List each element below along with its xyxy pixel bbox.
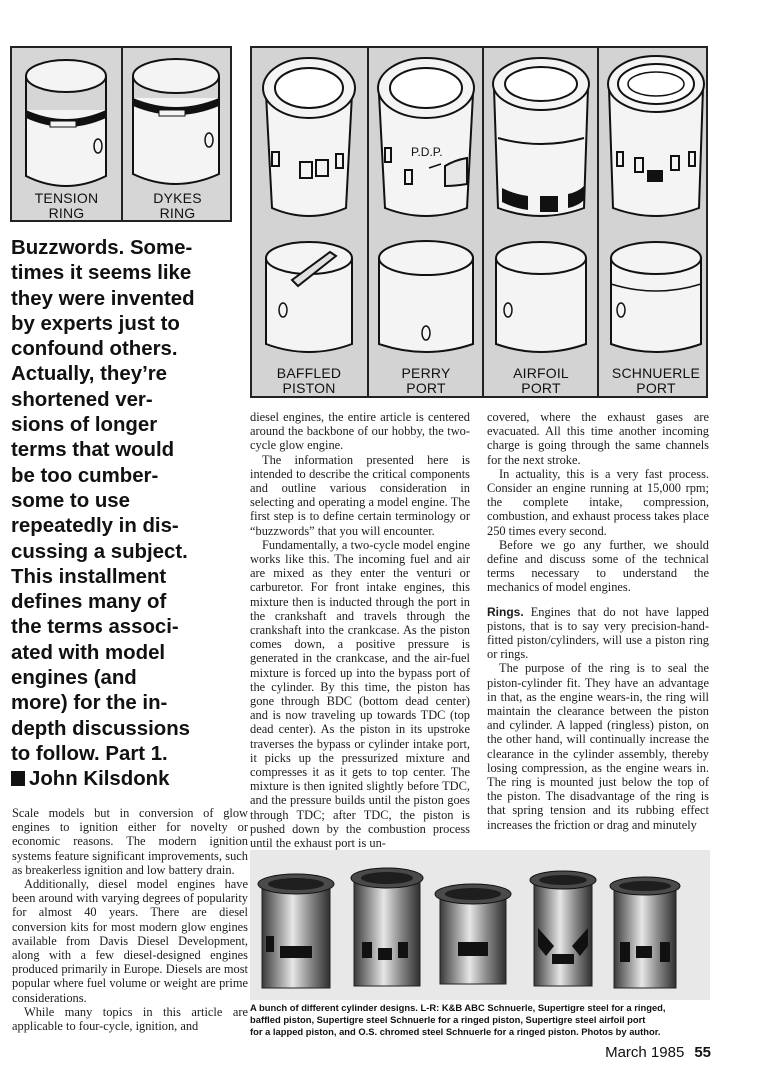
- deck-line: times it seems like: [11, 262, 192, 285]
- deck-line: more) for the in-: [11, 692, 168, 715]
- right-a-paragraph: Before we go any further, we should define and discuss some of the technical terms necessary to understand the mechanics of model engines.: [487, 537, 709, 595]
- perry-port-column: [367, 48, 483, 396]
- deck-line: terms that would: [11, 439, 175, 462]
- issue-date: March 1985: [605, 1044, 685, 1061]
- port-design-figure: [250, 46, 708, 398]
- deck-line: Buzzwords. Some-: [11, 237, 193, 259]
- deck-line: the terms associ-: [11, 616, 179, 639]
- deck-line: by experts just to: [11, 312, 180, 335]
- dykes-ring-label: DYKES RING: [153, 190, 202, 221]
- sleeve-1: [258, 874, 334, 988]
- caption-line: A bunch of different cylinder designs. L-R: K&B ABC Schnuerle, Supertigre steel for a ringed,: [250, 1002, 666, 1013]
- page-folio: [605, 1044, 711, 1061]
- deck-line: engines (and: [11, 667, 137, 690]
- airfoil-port-drawing: [484, 48, 598, 396]
- deck-line: ated with model: [11, 641, 166, 664]
- body-column-middle: [250, 410, 470, 850]
- right-a-paragraph: In actuality, this is a very fast process. Consider an engine running at 15,000 rpm; the complete intake, compression, combustion, and exhaust process takes place 250 times every second.: [487, 466, 709, 538]
- rings-paragraph: [487, 605, 709, 662]
- perry-port-label: PERRY PORT: [401, 365, 451, 396]
- perry-port-drawing: [369, 48, 483, 396]
- byline-square-icon: [11, 771, 25, 786]
- sleeve-4: [530, 871, 596, 986]
- left-paragraph: While many topics in this article are applicable to four-cycle, ignition, and: [12, 1004, 248, 1034]
- right-column-rings: [487, 661, 709, 831]
- pdp-label: P.D.P.: [411, 145, 443, 159]
- tension-ring-label: TENSION RING: [34, 190, 99, 221]
- deck-line: defines many of: [11, 591, 167, 614]
- caption-line: for a lapped piston, and O.S. chromed steel Schnuerle for a ringed piston. Photos by author.: [250, 1026, 661, 1037]
- deck-line: be too cumber-: [11, 464, 159, 487]
- rings-subhead: Rings.: [487, 604, 524, 619]
- sleeve-2: [351, 868, 423, 986]
- middle-paragraph: diesel engines, the entire article is centered around the backbone of our hobby, the two-cycle glow engine.: [250, 410, 470, 453]
- deck-line: depth discussions: [11, 717, 191, 740]
- schnuerle-port-column: [597, 48, 713, 396]
- caption-line: baffled piston, Supertigre steel Schnuerle for a ringed piston, Supertigre steel airfoil port: [250, 1014, 646, 1025]
- byline: [11, 767, 239, 792]
- photo-caption: [250, 1002, 712, 1038]
- author-name: John Kilsdonk: [29, 768, 170, 791]
- right-a-paragraph: covered, where the exhaust gases are evacuated. All this time another incoming charge is going through the same channels for the next stroke.: [487, 410, 709, 467]
- middle-paragraph: The information presented here is intended to describe the critical components and outline various consideration in selecting and operating a model engine. The first step is to define certain terminology or “buzzwords” that you will encounter.: [250, 452, 470, 538]
- deck-line: confound others.: [11, 338, 178, 361]
- piston-ring-figure: [10, 46, 232, 222]
- airfoil-port-label: AIRFOIL PORT: [513, 365, 569, 396]
- baffled-piston-column: [252, 48, 366, 396]
- deck-line: repeatedly in dis-: [11, 515, 179, 538]
- baffled-piston-label: BAFFLED PISTON: [276, 365, 342, 396]
- tension-ring-panel: [12, 48, 123, 220]
- schnuerle-port-drawing: [599, 48, 713, 396]
- airfoil-port-column: [482, 48, 598, 396]
- right-b-paragraph: The purpose of the ring is to seal the piston-cylinder fit. They have an advantage in that, as the engine wears-in, the ring will maintain the clearance between the piston and cylinder. A lapped (ringless) piston, on the other hand, will continually increase the clearance in the cylinder assembly, thereby losing compression, as the engine wears in. The ring is mounted just below the top of the piston. The disadvantage of the ring is that spring tension and its rubbing effect increases the friction or drag and minutely: [487, 661, 709, 832]
- article-deck: [11, 236, 239, 793]
- deck-line: This installment: [11, 565, 167, 588]
- deck-text: [11, 236, 239, 767]
- baffled-piston-drawing: [252, 48, 366, 396]
- deck-line: some to use: [11, 489, 130, 512]
- schnuerle-port-label: SCHNUERLE PORT: [611, 365, 701, 396]
- rings-text: Engines that do not have lapped pistons, that is to say very precision-hand-fitted piston/cylinders, will use a piston ring or rings.: [487, 604, 709, 662]
- cylinder-photo: [250, 850, 710, 1000]
- deck-line: shortened ver-: [11, 388, 153, 411]
- body-column-right: [487, 410, 709, 832]
- sleeve-5: [610, 877, 680, 988]
- dykes-ring-panel: [123, 48, 232, 220]
- deck-line: to follow. Part 1.: [11, 742, 168, 765]
- left-paragraph: Additionally, diesel model engines have been around with varying degrees of popularity for almost 40 years. There are diesel conversion kits for most modern glow engines available from Davis Diesel Development, along with a few diesel-designed engines produced primarily in Europe. Diesels are most popular where fuel volume or weight are prime considerations.: [12, 877, 248, 1005]
- cylinder-sleeves-photo: [250, 850, 710, 1000]
- sleeve-3: [435, 884, 511, 984]
- right-column-intro: [487, 410, 709, 595]
- deck-line: sions of longer: [11, 414, 158, 437]
- left-paragraph: Scale models but in conversion of glow engines to ignition either for novelty or economic reasons. The modern ignition systems feature significant improvements, such as breakerless ignition and low battery drain.: [12, 806, 248, 877]
- body-column-left: [12, 806, 248, 1033]
- middle-paragraph: Fundamentally, a two-cycle model engine works like this. The incoming fuel and air are mixed as they enter the venturi or carburetor. For front intake engines, this mixture then is inducted through the port in the crankshaft and travels through the crankshaft into the crankcase. As the piston comes down, a positive pressure is generated in the crankcase, and the air-fuel mixture is forced up into the bypass port of the cylinder. By this time, the piston has gone through BDC (bottom dead center) and is now traveling up towards TDC (top dead center). As the piston in its upstroke traverses the bypass or cylinder intake port, it picks up the pressurized mixture and compresses it as it gets to top center. The mixture is then ignited slightly before TDC, and the pressure builds until the piston goes through TDC; after TDC, the piston is pushed down by the combustion process until the exhaust port is un-: [250, 537, 470, 851]
- deck-line: they were invented: [11, 287, 195, 310]
- deck-line: cussing a subject.: [11, 540, 188, 563]
- page-number: 55: [694, 1044, 711, 1061]
- deck-line: Actually, they’re: [11, 363, 168, 386]
